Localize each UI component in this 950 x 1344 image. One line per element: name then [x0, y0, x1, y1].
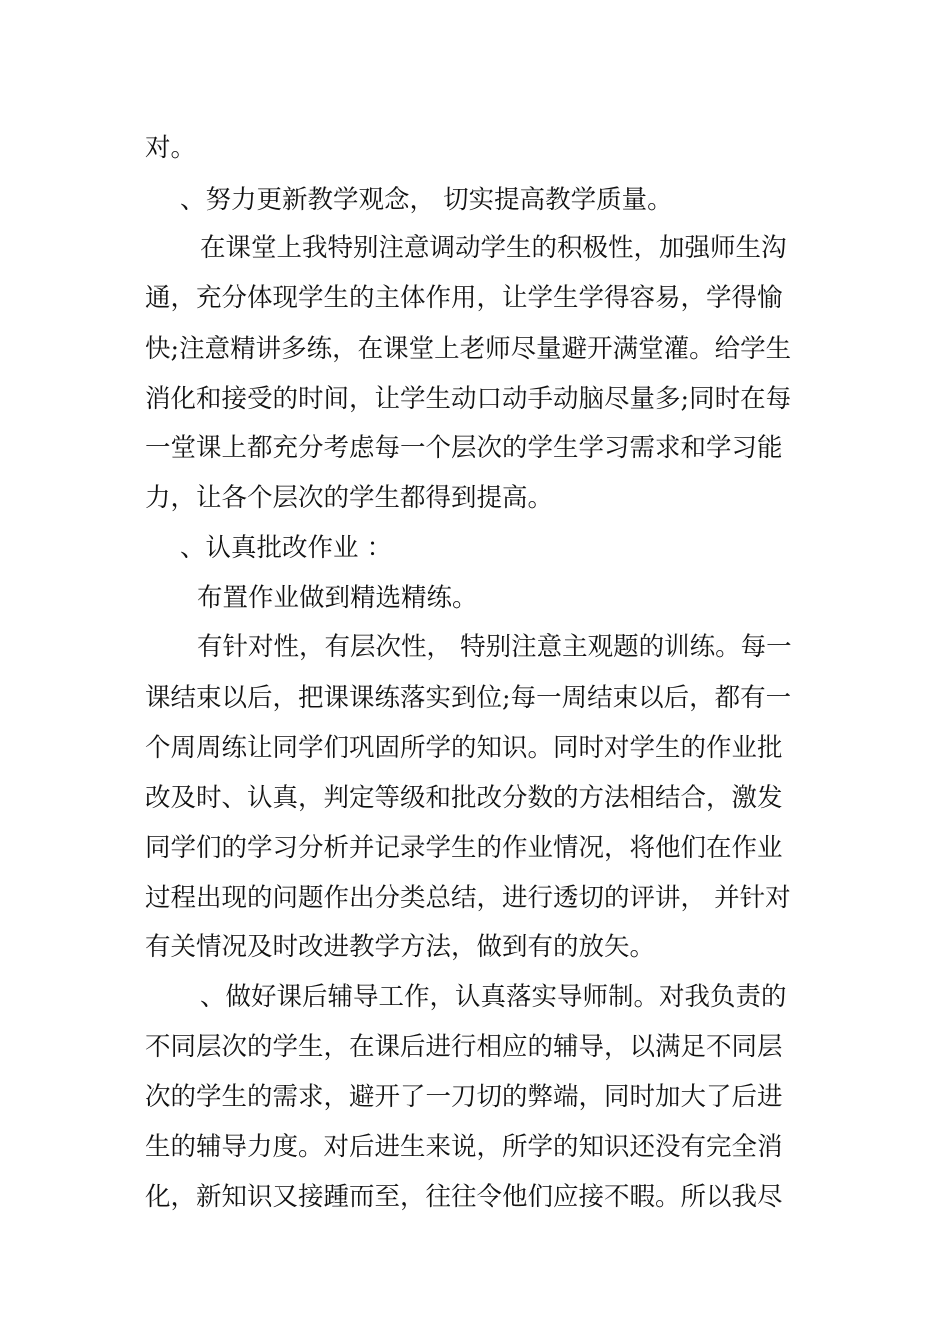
text-line: 生的辅导力度。对后进生来说，所学的知识还没有完全消 [145, 1132, 783, 1162]
text-line: 在课堂上我特别注意调动学生的积极性，加强师生沟 [200, 233, 787, 263]
text-line: 布置作业做到精选精练。 [197, 583, 478, 613]
text-line: 不同层次的学生，在课后进行相应的辅导，以满足不同层 [145, 1032, 783, 1062]
text-line: 快;注意精讲多练，在课堂上老师尽量避开满堂灌。给学生 [145, 334, 792, 364]
text-line: 同学们的学习分析并记录学生的作业情况，将他们在作业 [145, 833, 783, 863]
text-line: 有关情况及时改进教学方法，做到有的放矢。 [145, 932, 656, 962]
text-line: 消化和接受的时间，让学生动口动手动脑尽量多;同时在每 [145, 384, 792, 414]
text-line: 通，充分体现学生的主体作用，让学生学得容易，学得愉 [145, 283, 783, 313]
text-line: 力，让各个层次的学生都得到提高。 [145, 483, 554, 513]
text-line: 对。 [145, 133, 197, 163]
text-line: 课结束以后，把课课练落实到位;每一周结束以后，都有一 [145, 683, 792, 713]
text-line: 化，新知识又接踵而至，往往令他们应接不暇。所以我尽 [145, 1182, 783, 1212]
heading-homework: 、认真批改作业 ： [180, 533, 393, 563]
text-line: 一堂课上都充分考虑每一个层次的学生学习需求和学习能 [145, 433, 783, 463]
heading-teaching-concept: 、努力更新教学观念， 切实提高教学质量。 [180, 185, 673, 215]
text-line: 次的学生的需求，避开了一刀切的弊端，同时加大了后进 [145, 1082, 783, 1112]
text-line: 个周周练让同学们巩固所学的知识。同时对学生的作业批 [145, 733, 783, 763]
heading-tutoring: 、做好课后辅导工作，认真落实导师制。对我负责的 [200, 982, 787, 1012]
text-line: 改及时、认真，判定等级和批改分数的方法相结合，激发 [145, 783, 783, 813]
text-line: 有针对性，有层次性， 特别注意主观题的训练。每一 [197, 632, 792, 662]
text-line: 过程出现的问题作出分类总结，进行透切的评讲， 并针对 [145, 883, 791, 913]
